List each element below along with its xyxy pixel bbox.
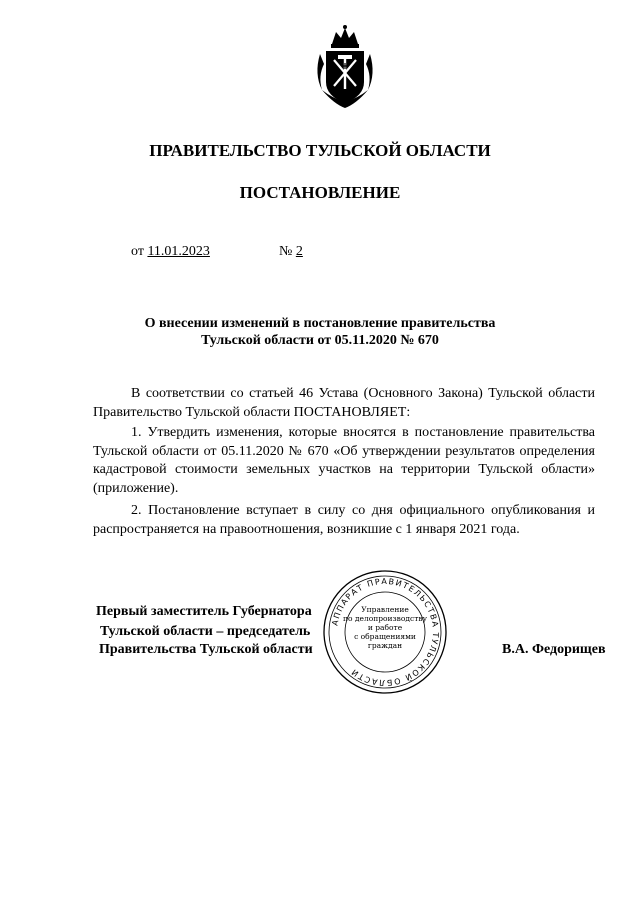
- date-prefix: от: [131, 244, 144, 259]
- tula-coat-of-arms-icon: [314, 24, 376, 110]
- stamp-line-5: граждан: [367, 641, 403, 650]
- signer-title-line-3: Правительства Тульской области: [99, 642, 313, 657]
- stamp-line-4: с обращениями: [354, 632, 416, 641]
- stamp-line-2: по делопроизводству: [343, 614, 427, 623]
- subject-line-1: О внесении изменений в постановление правительства: [144, 316, 496, 331]
- subject-line-2: Тульской области от 05.11.2020 № 670: [201, 333, 439, 348]
- number-value: 2: [295, 244, 303, 259]
- preamble-paragraph: В соответствии со статьей 46 Устава (Основного Закона) Тульской области Правительство Тульской области ПОСТАНОВЛЯЕТ:: [93, 386, 595, 420]
- document-date: [131, 244, 210, 260]
- signer-title-line-2: Тульской области – председатель: [100, 624, 311, 639]
- document-type-title: ПОСТАНОВЛЕНИЕ: [239, 183, 401, 202]
- document-subject: [0, 315, 640, 349]
- document-number: [279, 244, 303, 260]
- clause-1-paragraph: 1. Утвердить изменения, которые вносятся в постановление правительства Тульской области от 05.11.2020 № 670 «Об утверждении результатов определения кадастровой стоимости земельных участков на территории Тульской области» (приложение).: [93, 425, 595, 496]
- clause-2-paragraph: 2. Постановление вступает в силу со дня официального опубликования и распространяется на правоотношения, возникшие с 1 января 2021 года.: [93, 503, 595, 537]
- stamp-line-1: Управление: [361, 605, 409, 614]
- government-title: ПРАВИТЕЛЬСТВО ТУЛЬСКОЙ ОБЛАСТИ: [149, 141, 491, 160]
- stamp-ring-text: АППАРАТ ПРАВИТЕЛЬСТВА ТУЛЬСКОЙ ОБЛАСТИ: [330, 576, 441, 688]
- date-value: 11.01.2023: [147, 244, 210, 259]
- stamp-center-text: [322, 605, 448, 650]
- stamp-line-3: и работе: [367, 623, 403, 632]
- signer-name: В.А. Федорищев: [502, 642, 606, 657]
- number-prefix: №: [279, 244, 293, 259]
- signer-title-line-1: Первый заместитель Губернатора: [96, 604, 312, 619]
